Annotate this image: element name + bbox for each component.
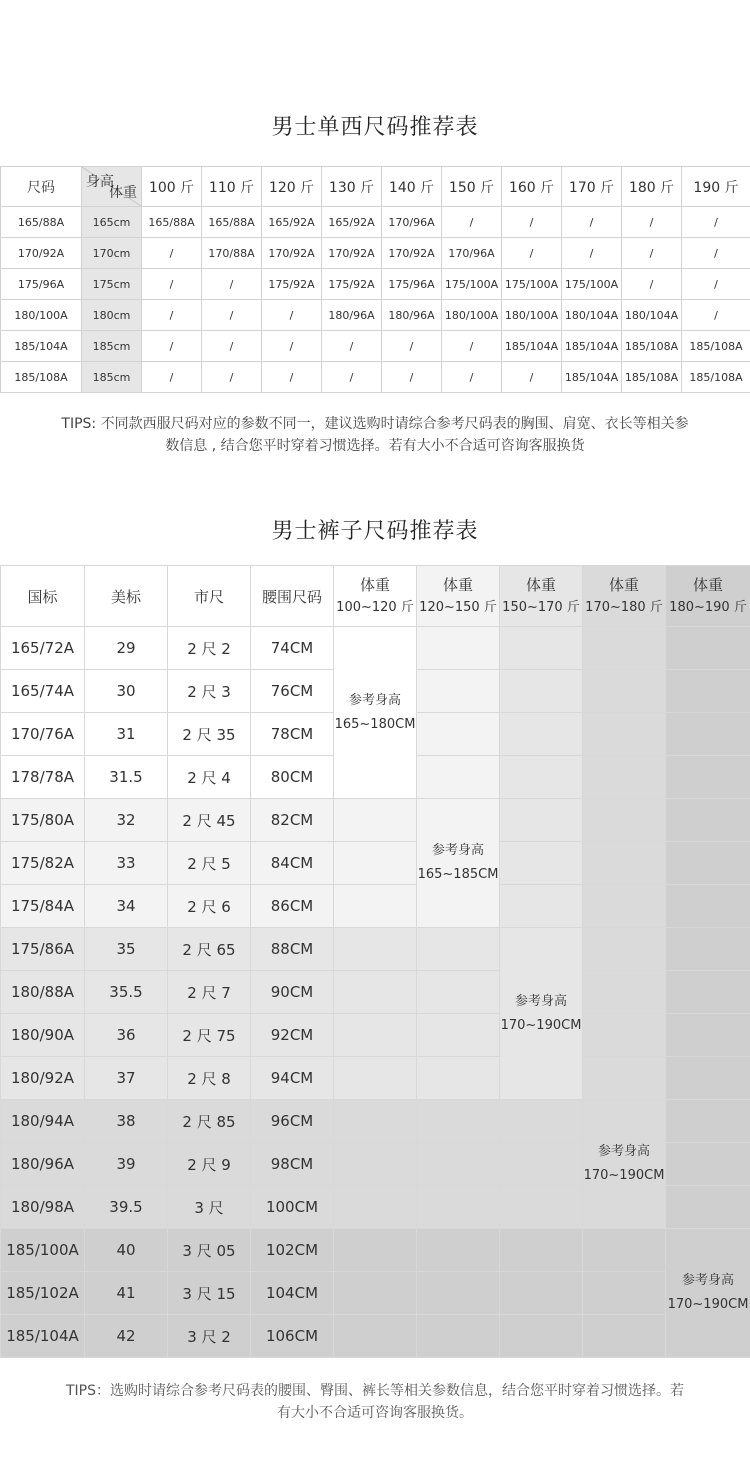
weight-grid-cell: [500, 1315, 583, 1358]
weight-grid-cell: [583, 756, 666, 799]
weight-grid-cell: [334, 1014, 417, 1057]
weight-grid-cell: [417, 713, 500, 756]
suit-value-cell: 165/88A: [202, 207, 262, 238]
suit-value-cell: /: [262, 300, 322, 331]
suit-value-cell: 165/92A: [322, 207, 382, 238]
suit-value-cell: /: [142, 362, 202, 393]
suit-height-cell: 165cm: [82, 207, 142, 238]
weight-grid-cell: [417, 670, 500, 713]
weight-grid-cell: [417, 1014, 500, 1057]
weight-grid-cell: [583, 1057, 666, 1100]
suit-value-cell: 180/96A: [382, 300, 442, 331]
weight-grid-cell: [417, 1272, 500, 1315]
weight-grid-cell: [583, 1014, 666, 1057]
suit-value-cell: /: [682, 269, 750, 300]
suit-size-cell: 175/96A: [1, 269, 82, 300]
suit-value-cell: /: [202, 300, 262, 331]
table-row: [1, 238, 750, 269]
reference-height-note: [334, 627, 417, 799]
suit-value-cell: 185/104A: [562, 362, 622, 393]
suit-value-cell: 175/100A: [442, 269, 502, 300]
weight-grid-cell: [334, 971, 417, 1014]
weight-grid-cell: [500, 713, 583, 756]
reference-height-range: 170~190CM: [667, 1297, 749, 1312]
pants-weight-header: 体重 100~120 斤: [334, 566, 417, 627]
pants-cell: 76CM: [251, 670, 334, 713]
weight-grid-cell: [334, 842, 417, 885]
suit-value-cell: 170/96A: [382, 207, 442, 238]
suit-value-cell: 165/92A: [262, 207, 322, 238]
suit-value-cell: /: [202, 331, 262, 362]
weight-grid-cell: [334, 1229, 417, 1272]
suit-header-row: [1, 167, 750, 207]
weight-grid-cell: [583, 1315, 666, 1358]
weight-grid-cell: [417, 1143, 500, 1186]
pants-cell: 3 尺 15: [168, 1272, 251, 1315]
weight-grid-cell: [666, 713, 750, 756]
reference-height-note: [666, 1229, 750, 1358]
pants-header-row: [1, 566, 750, 627]
weight-grid-cell: [500, 1143, 583, 1186]
pants-cell: 2 尺 4: [168, 756, 251, 799]
pants-cell: 185/102A: [1, 1272, 85, 1315]
pants-cell: 175/80A: [1, 799, 85, 842]
suit-value-cell: /: [502, 362, 562, 393]
weight-grid-cell: [417, 1100, 500, 1143]
suit-value-cell: /: [622, 269, 682, 300]
suit-value-cell: /: [262, 331, 322, 362]
table-row: [1, 207, 750, 238]
pants-size-table: [0, 565, 750, 1358]
pants-cell: 37: [85, 1057, 168, 1100]
suit-value-cell: 175/100A: [502, 269, 562, 300]
weight-grid-cell: [583, 842, 666, 885]
suit-value-cell: /: [382, 331, 442, 362]
suit-value-cell: /: [322, 362, 382, 393]
reference-height-range: 165~185CM: [417, 867, 499, 882]
pants-cell: 41: [85, 1272, 168, 1315]
pants-cell: 2 尺 45: [168, 799, 251, 842]
pants-cell: 2 尺 85: [168, 1100, 251, 1143]
pants-cell: 34: [85, 885, 168, 928]
pants-cell: 2 尺 65: [168, 928, 251, 971]
pants-cell: 2 尺 9: [168, 1143, 251, 1186]
table-row: [1, 362, 750, 393]
pants-cell: 94CM: [251, 1057, 334, 1100]
pants-cell: 2 尺 8: [168, 1057, 251, 1100]
reference-height-label: 参考身高: [514, 993, 567, 1009]
pants-cell: 2 尺 35: [168, 713, 251, 756]
pants-header-us: 美标: [85, 566, 168, 627]
pants-cell: 80CM: [251, 756, 334, 799]
suit-header-weight-label: 体重: [109, 185, 137, 201]
weight-grid-cell: [417, 928, 500, 971]
pants-cell: 2 尺 6: [168, 885, 251, 928]
reference-height-label: 参考身高: [431, 843, 484, 858]
suit-value-cell: /: [322, 331, 382, 362]
suit-height-cell: 180cm: [82, 300, 142, 331]
table-row: [1, 627, 750, 670]
pants-cell: 86CM: [251, 885, 334, 928]
suit-value-cell: /: [442, 331, 502, 362]
pants-cell: 165/74A: [1, 670, 85, 713]
pants-cell: 170/76A: [1, 713, 85, 756]
pants-cell: 104CM: [251, 1272, 334, 1315]
suit-value-cell: 185/108A: [622, 362, 682, 393]
pants-cell: 84CM: [251, 842, 334, 885]
weight-grid-cell: [334, 1100, 417, 1143]
suit-value-cell: /: [262, 362, 322, 393]
pants-cell: 175/84A: [1, 885, 85, 928]
table-row: [1, 1229, 750, 1272]
suit-value-cell: 175/100A: [562, 269, 622, 300]
pants-cell: 180/88A: [1, 971, 85, 1014]
table-row: [1, 928, 750, 971]
pants-cell: 33: [85, 842, 168, 885]
suit-height-cell: 175cm: [82, 269, 142, 300]
suit-size-cell: 180/100A: [1, 300, 82, 331]
suit-value-cell: 180/100A: [502, 300, 562, 331]
weight-grid-cell: [417, 1315, 500, 1358]
suit-height-cell: 185cm: [82, 331, 142, 362]
suit-value-cell: /: [502, 238, 562, 269]
pants-cell: 42: [85, 1315, 168, 1358]
weight-grid-cell: [334, 1057, 417, 1100]
pants-cell: 185/104A: [1, 1315, 85, 1358]
weight-grid-cell: [583, 799, 666, 842]
suit-value-cell: 170/92A: [322, 238, 382, 269]
weight-grid-cell: [417, 627, 500, 670]
suit-value-cell: /: [202, 269, 262, 300]
suit-weight-header: 120 斤: [262, 167, 322, 207]
table-row: [1, 1272, 750, 1315]
weight-grid-cell: [334, 1186, 417, 1229]
pants-cell: 90CM: [251, 971, 334, 1014]
suit-header-height-label: 身高: [86, 174, 114, 190]
suit-header-size: 尺码: [1, 167, 82, 207]
pants-cell: 92CM: [251, 1014, 334, 1057]
pants-cell: 178/78A: [1, 756, 85, 799]
weight-grid-cell: [583, 971, 666, 1014]
pants-cell: 31: [85, 713, 168, 756]
pants-cell: 3 尺 2: [168, 1315, 251, 1358]
pants-cell: 185/100A: [1, 1229, 85, 1272]
pants-cell: 2 尺 75: [168, 1014, 251, 1057]
suit-weight-header: 150 斤: [442, 167, 502, 207]
reference-height-note: [583, 1100, 666, 1229]
suit-value-cell: 170/96A: [442, 238, 502, 269]
suit-table-title: 男士单西尺码推荐表: [271, 115, 479, 140]
table-row: [1, 842, 750, 885]
suit-value-cell: /: [382, 362, 442, 393]
weight-grid-cell: [500, 799, 583, 842]
suit-tips-line: 数信息 , 结合您平时穿着习惯选择。若有大小不合适可咨询客服换货: [165, 438, 585, 454]
reference-height-range: 170~190CM: [500, 1017, 582, 1033]
pants-cell: 36: [85, 1014, 168, 1057]
suit-value-cell: /: [682, 238, 750, 269]
pants-cell: 175/86A: [1, 928, 85, 971]
table-row: [1, 1315, 750, 1358]
pants-cell: 30: [85, 670, 168, 713]
weight-grid-cell: [500, 885, 583, 928]
suit-value-cell: 175/96A: [382, 269, 442, 300]
weight-grid-cell: [666, 1186, 750, 1229]
pants-header-waist: 腰围尺码: [251, 566, 334, 627]
pants-cell: 31.5: [85, 756, 168, 799]
weight-grid-cell: [666, 928, 750, 971]
suit-value-cell: /: [682, 207, 750, 238]
suit-weight-header: 100 斤: [142, 167, 202, 207]
weight-grid-cell: [500, 627, 583, 670]
weight-grid-cell: [666, 1057, 750, 1100]
weight-grid-cell: [666, 1100, 750, 1143]
suit-value-cell: 175/92A: [262, 269, 322, 300]
suit-value-cell: /: [142, 331, 202, 362]
pants-cell: 180/96A: [1, 1143, 85, 1186]
reference-height-range: 170~190CM: [583, 1168, 665, 1183]
pants-cell: 74CM: [251, 627, 334, 670]
table-row: [1, 269, 750, 300]
weight-grid-cell: [334, 799, 417, 842]
weight-grid-cell: [666, 1143, 750, 1186]
suit-height-cell: 185cm: [82, 362, 142, 393]
pants-cell: 2 尺 7: [168, 971, 251, 1014]
suit-tips: [0, 413, 750, 457]
suit-size-table: [0, 166, 750, 393]
weight-grid-cell: [417, 971, 500, 1014]
suit-value-cell: 185/108A: [622, 331, 682, 362]
reference-height-label: 参考身高: [681, 1273, 734, 1288]
suit-weight-header: 180 斤: [622, 167, 682, 207]
pants-cell: 180/94A: [1, 1100, 85, 1143]
suit-weight-header: 170 斤: [562, 167, 622, 207]
pants-cell: 98CM: [251, 1143, 334, 1186]
table-row: [1, 971, 750, 1014]
weight-grid-cell: [500, 1229, 583, 1272]
weight-grid-cell: [583, 885, 666, 928]
weight-grid-cell: [666, 627, 750, 670]
weight-grid-cell: [500, 1100, 583, 1143]
pants-weight-header: 体重 180~190 斤: [666, 566, 750, 627]
weight-grid-cell: [500, 1272, 583, 1315]
pants-cell: 180/98A: [1, 1186, 85, 1229]
weight-grid-cell: [500, 756, 583, 799]
weight-grid-cell: [417, 1057, 500, 1100]
pants-tips: [0, 1380, 750, 1424]
pants-cell: 38: [85, 1100, 168, 1143]
pants-cell: 175/82A: [1, 842, 85, 885]
pants-cell: 88CM: [251, 928, 334, 971]
weight-grid-cell: [666, 971, 750, 1014]
suit-value-cell: 185/108A: [682, 362, 750, 393]
weight-grid-cell: [666, 670, 750, 713]
weight-grid-cell: [500, 670, 583, 713]
suit-value-cell: 185/108A: [682, 331, 750, 362]
pants-cell: 2 尺 5: [168, 842, 251, 885]
suit-value-cell: /: [682, 300, 750, 331]
pants-weight-header: 体重 120~150 斤: [417, 566, 500, 627]
suit-value-cell: 170/92A: [262, 238, 322, 269]
weight-grid-cell: [417, 756, 500, 799]
suit-weight-header: 140 斤: [382, 167, 442, 207]
pants-cell: 2 尺 2: [168, 627, 251, 670]
suit-value-cell: /: [622, 207, 682, 238]
weight-grid-cell: [583, 1272, 666, 1315]
weight-grid-cell: [334, 885, 417, 928]
suit-value-cell: /: [202, 362, 262, 393]
weight-grid-cell: [583, 627, 666, 670]
pants-cell: 29: [85, 627, 168, 670]
pants-cell: 2 尺 3: [168, 670, 251, 713]
suit-value-cell: 180/104A: [562, 300, 622, 331]
suit-weight-header: 130 斤: [322, 167, 382, 207]
suit-size-cell: 165/88A: [1, 207, 82, 238]
pants-cell: 96CM: [251, 1100, 334, 1143]
suit-value-cell: 180/104A: [622, 300, 682, 331]
weight-grid-cell: [334, 1143, 417, 1186]
pants-cell: 39.5: [85, 1186, 168, 1229]
suit-value-cell: /: [442, 362, 502, 393]
pants-cell: 165/72A: [1, 627, 85, 670]
table-row: [1, 300, 750, 331]
pants-cell: 3 尺: [168, 1186, 251, 1229]
pants-cell: 35: [85, 928, 168, 971]
suit-size-cell: 170/92A: [1, 238, 82, 269]
reference-height-note: [417, 799, 500, 928]
weight-grid-cell: [666, 756, 750, 799]
pants-cell: 3 尺 05: [168, 1229, 251, 1272]
weight-grid-cell: [334, 1315, 417, 1358]
pants-table-title: 男士裤子尺码推荐表: [271, 519, 479, 544]
weight-grid-cell: [666, 885, 750, 928]
pants-cell: 102CM: [251, 1229, 334, 1272]
reference-height-label: 参考身高: [597, 1144, 650, 1159]
pants-weight-header: 体重 150~170 斤: [500, 566, 583, 627]
pants-cell: 78CM: [251, 713, 334, 756]
suit-weight-header: 110 斤: [202, 167, 262, 207]
suit-value-cell: /: [142, 238, 202, 269]
suit-value-cell: 180/100A: [442, 300, 502, 331]
suit-value-cell: 185/104A: [562, 331, 622, 362]
weight-grid-cell: [583, 1229, 666, 1272]
suit-value-cell: 175/92A: [322, 269, 382, 300]
weight-grid-cell: [500, 842, 583, 885]
pants-cell: 32: [85, 799, 168, 842]
suit-value-cell: /: [442, 207, 502, 238]
weight-grid-cell: [417, 1229, 500, 1272]
suit-value-cell: 165/88A: [142, 207, 202, 238]
weight-grid-cell: [583, 670, 666, 713]
weight-grid-cell: [666, 799, 750, 842]
pants-header-shichi: 市尺: [168, 566, 251, 627]
pants-tips-line: 有大小不合适可咨询客服换货。: [277, 1405, 473, 1421]
weight-grid-cell: [583, 713, 666, 756]
suit-value-cell: /: [562, 207, 622, 238]
weight-grid-cell: [334, 1272, 417, 1315]
reference-height-note: [500, 928, 583, 1100]
pants-cell: 180/90A: [1, 1014, 85, 1057]
table-row: [1, 1014, 750, 1057]
suit-weight-header: 160 斤: [502, 167, 562, 207]
suit-tips-line: TIPS: 不同款西服尺码对应的参数不同一，建议选购时请综合参考尺码表的胸围、肩宽、衣长等相关参: [61, 416, 689, 432]
pants-weight-header: 体重 170~180 斤: [583, 566, 666, 627]
suit-weight-header: 190 斤: [682, 167, 750, 207]
suit-value-cell: /: [142, 269, 202, 300]
table-row: [1, 1100, 750, 1143]
pants-cell: 106CM: [251, 1315, 334, 1358]
suit-value-cell: /: [502, 207, 562, 238]
suit-value-cell: 185/104A: [502, 331, 562, 362]
suit-value-cell: 170/88A: [202, 238, 262, 269]
suit-value-cell: /: [622, 238, 682, 269]
pants-cell: 180/92A: [1, 1057, 85, 1100]
table-row: [1, 331, 750, 362]
table-row: [1, 799, 750, 842]
pants-cell: 39: [85, 1143, 168, 1186]
pants-cell: 82CM: [251, 799, 334, 842]
pants-cell: 100CM: [251, 1186, 334, 1229]
weight-grid-cell: [666, 1014, 750, 1057]
table-row: [1, 1057, 750, 1100]
weight-grid-cell: [417, 1186, 500, 1229]
table-row: [1, 885, 750, 928]
reference-height-range: 165~180CM: [334, 716, 416, 732]
suit-value-cell: 170/92A: [382, 238, 442, 269]
suit-size-cell: 185/104A: [1, 331, 82, 362]
suit-size-cell: 185/108A: [1, 362, 82, 393]
suit-value-cell: /: [562, 238, 622, 269]
suit-height-cell: 170cm: [82, 238, 142, 269]
pants-cell: 40: [85, 1229, 168, 1272]
pants-header-gb: 国标: [1, 566, 85, 627]
weight-grid-cell: [334, 928, 417, 971]
reference-height-label: 参考身高: [348, 692, 401, 708]
pants-tips-line: TIPS：选购时请综合参考尺码表的腰围、臀围、裤长等相关参数信息，结合您平时穿着习惯选择。若: [65, 1383, 684, 1399]
suit-value-cell: 180/96A: [322, 300, 382, 331]
pants-cell: 35.5: [85, 971, 168, 1014]
suit-value-cell: /: [142, 300, 202, 331]
weight-grid-cell: [666, 842, 750, 885]
suit-header-corner: [82, 167, 142, 207]
weight-grid-cell: [583, 928, 666, 971]
weight-grid-cell: [500, 1186, 583, 1229]
